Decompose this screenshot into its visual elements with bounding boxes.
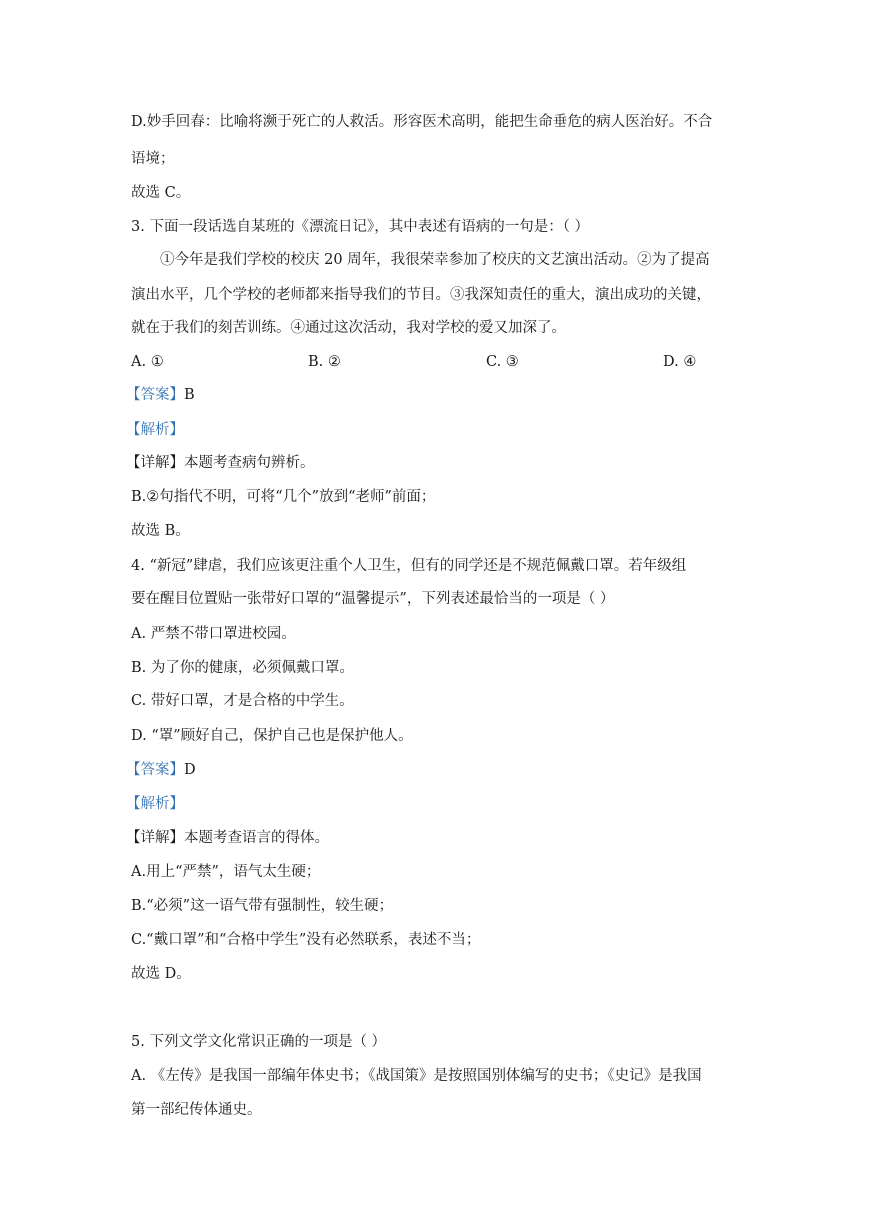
detail-text: 本题考查病句辨析。 xyxy=(184,455,315,471)
question-4-cont: 要在醒目位置贴一张带好口罩的“温馨提示”，下列表述最恰当的一项是（ ） xyxy=(131,591,615,607)
option-b: B. 为了你的健康，必须佩戴口罩。 xyxy=(131,660,354,676)
passage-line: ①今年是我们学校的校庆 20 周年，我很荣幸参加了校庆的文艺演出活动。②为了提高 xyxy=(160,252,710,268)
answer-value: B xyxy=(184,387,195,403)
answer-line xyxy=(126,385,195,405)
text-line: 语境； xyxy=(131,151,175,167)
text-line: 故选 C。 xyxy=(131,185,191,201)
text-line: B.“必须”这一语气带有强制性，较生硬； xyxy=(131,898,394,914)
text-line: 故选 D。 xyxy=(131,966,191,982)
option-d: D. ④ xyxy=(663,354,697,370)
detail-line xyxy=(126,828,329,848)
option-c: C. 带好口罩，才是合格的中学生。 xyxy=(131,693,354,709)
answer-value: D xyxy=(184,762,196,778)
analysis-tag: 【解析】 xyxy=(126,796,184,812)
question-3: 3. 下面一段话选自某班的《漂流日记》，其中表述有语病的一句是：（ ） xyxy=(131,219,590,235)
option-a-cont: 第一部纪传体通史。 xyxy=(131,1102,262,1118)
text-line: A.用上“严禁”，语气太生硬； xyxy=(131,864,321,880)
text-line: D.妙手回春：比喻将濒于死亡的人救活。形容医术高明，能把生命垂危的病人医治好。不合 xyxy=(131,114,713,130)
detail-line xyxy=(126,453,315,473)
text-line: C.“戴口罩”和“合格中学生”没有必然联系，表述不当； xyxy=(131,932,481,948)
option-c: C. ③ xyxy=(486,354,519,370)
question-4: 4. “新冠”肆虐，我们应该更注重个人卫生，但有的同学还是不规范佩戴口罩。若年级组 xyxy=(131,558,687,574)
detail-tag: 【详解】 xyxy=(126,830,184,846)
option-d: D. “罩”顾好自己，保护自己也是保护他人。 xyxy=(131,728,413,744)
analysis-tag: 【解析】 xyxy=(126,422,184,438)
text-line: B.②句指代不明，可将“几个”放到“老师”前面； xyxy=(131,489,436,505)
question-5: 5. 下列文学文化常识正确的一项是（ ） xyxy=(131,1034,387,1050)
answer-tag: 【答案】 xyxy=(126,762,184,778)
passage-line: 就在于我们的刻苦训练。④通过这次活动，我对学校的爱又加深了。 xyxy=(131,320,566,336)
option-a: A. ① xyxy=(131,354,164,370)
text-line: 故选 B。 xyxy=(131,523,190,539)
passage-line: 演出水平，几个学校的老师都来指导我们的节目。③我深知责任的重大，演出成功的关键， xyxy=(131,287,711,303)
detail-text: 本题考查语言的得体。 xyxy=(184,830,329,846)
detail-tag: 【详解】 xyxy=(126,455,184,471)
answer-line xyxy=(126,760,196,780)
answer-tag: 【答案】 xyxy=(126,387,184,403)
option-a: A. 《左传》是我国一部编年体史书；《战国策》是按照国别体编写的史书；《史记》是我国 xyxy=(131,1068,702,1084)
option-b: B. ② xyxy=(308,354,341,370)
option-a: A. 严禁不带口罩进校园。 xyxy=(131,626,296,642)
